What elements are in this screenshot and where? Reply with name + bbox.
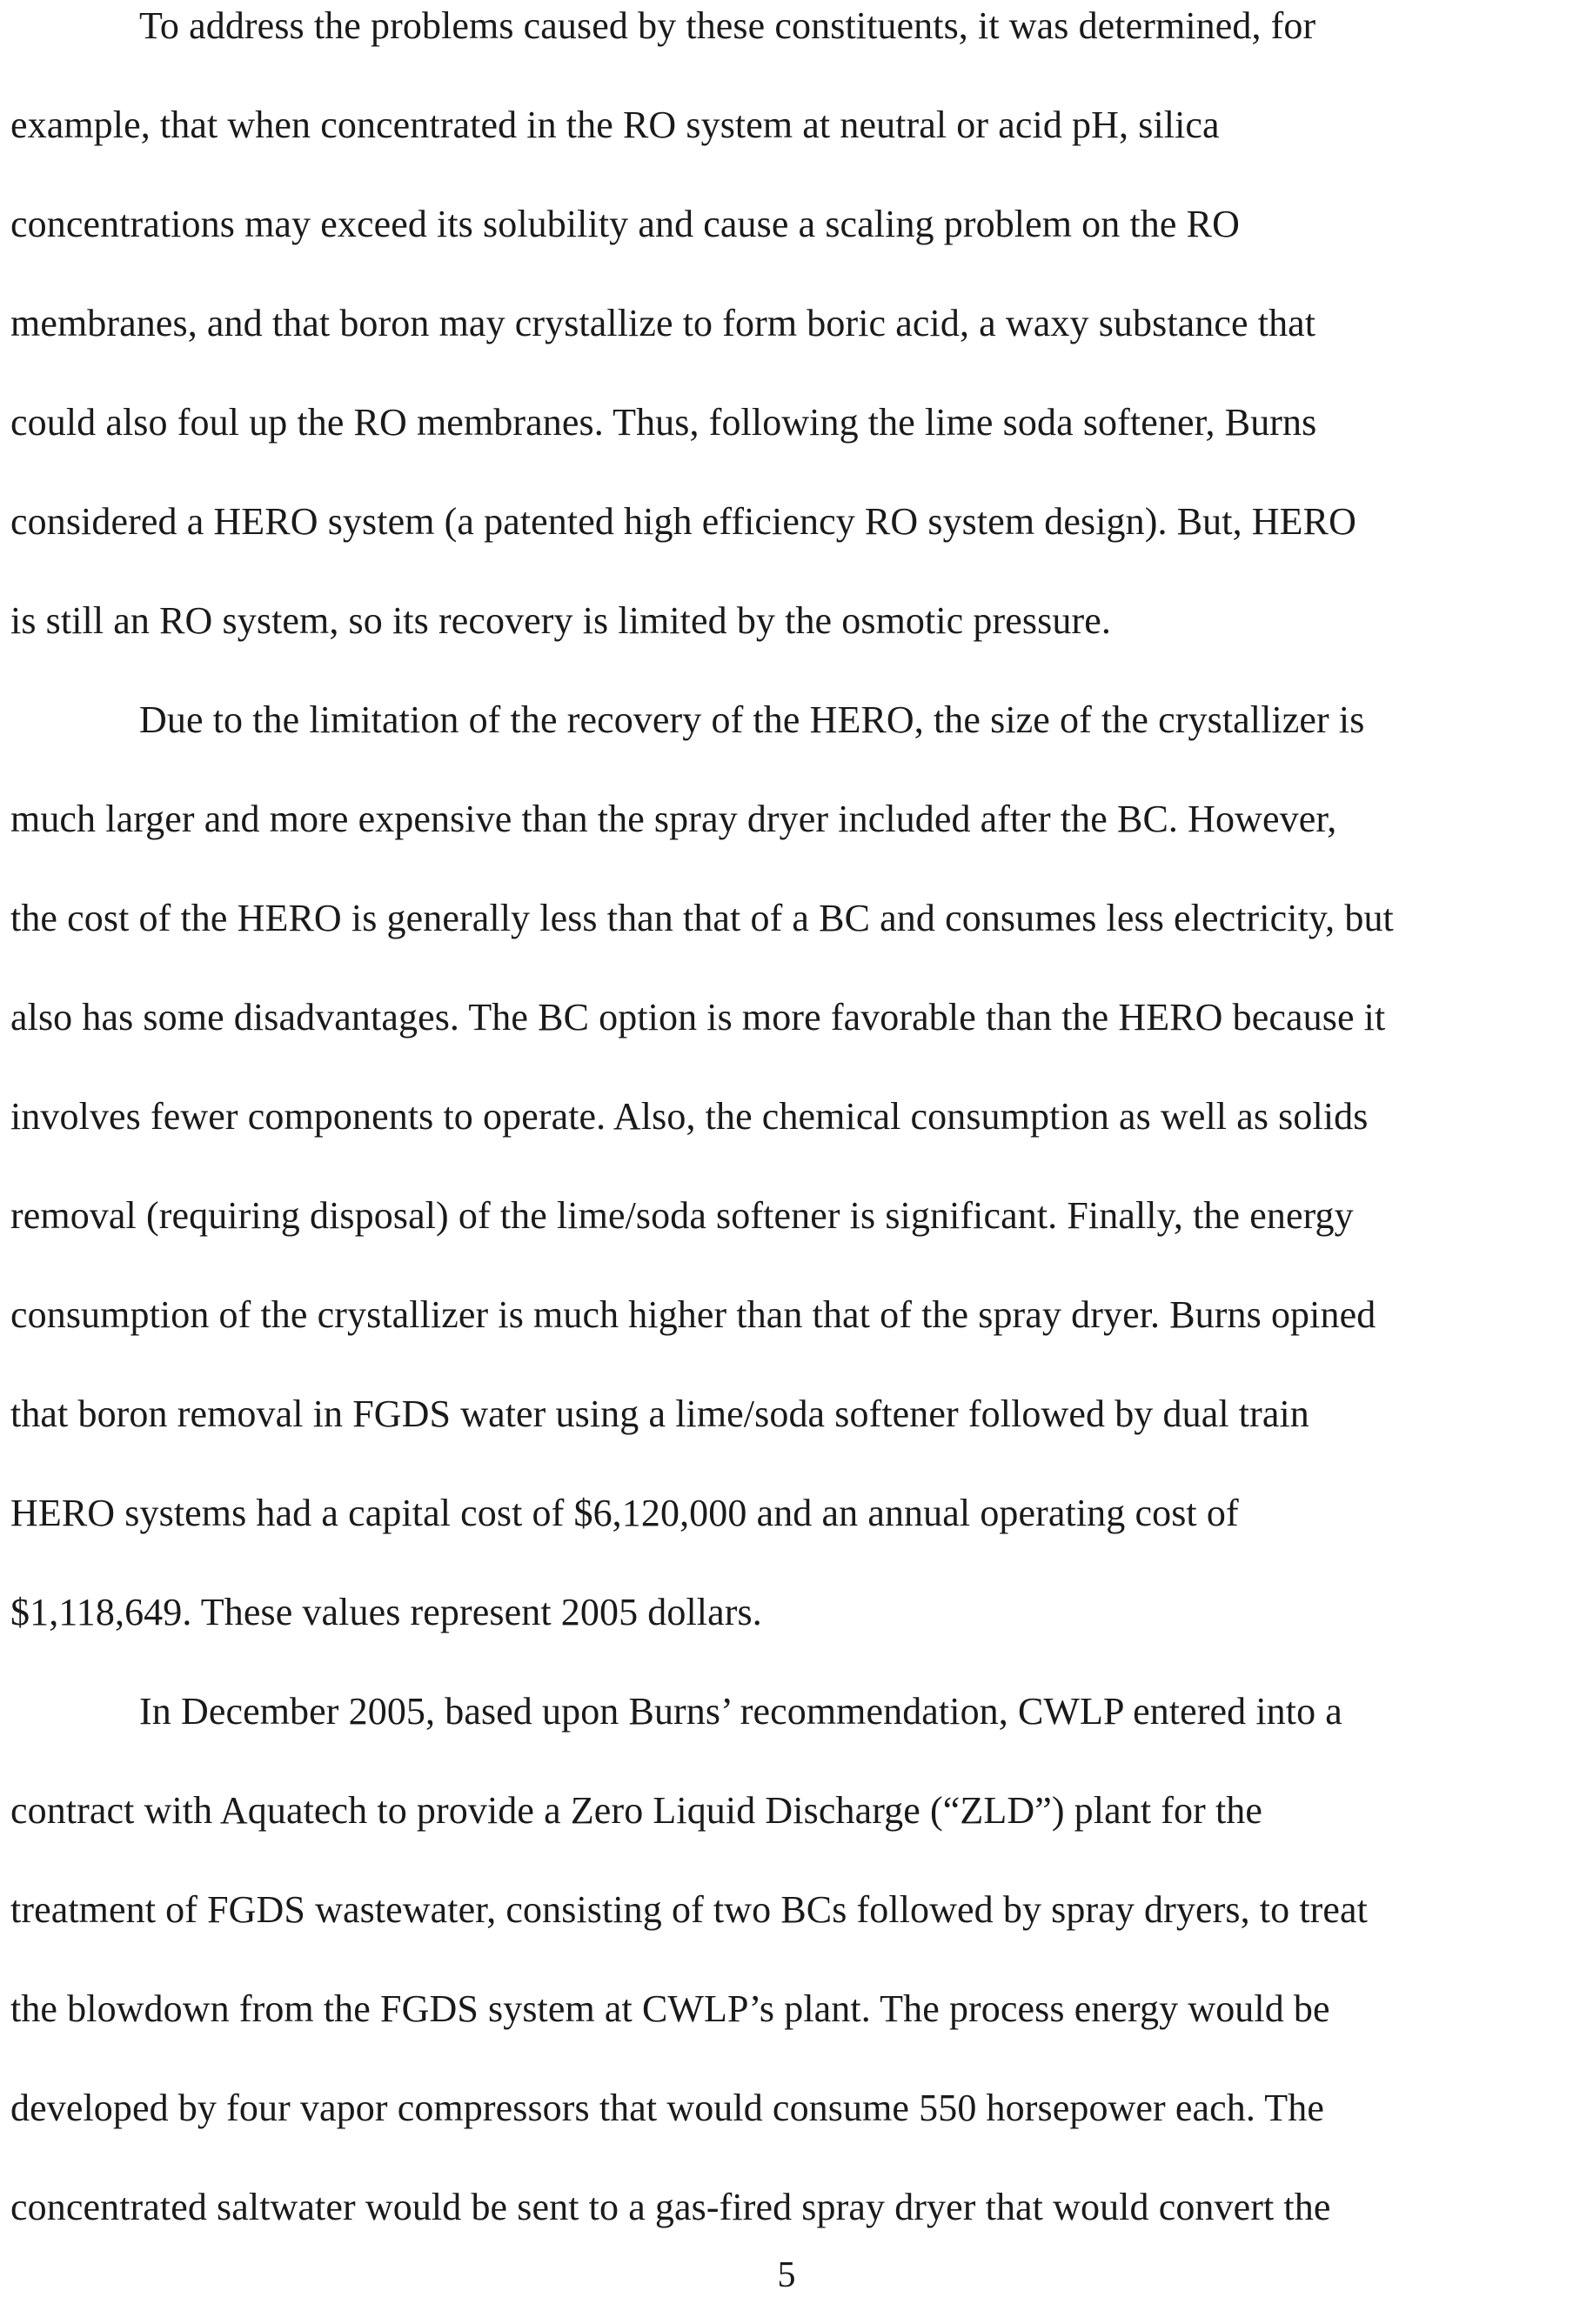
text-line-16: HERO systems had a capital cost of $6,120,000 and an annual operating cost of bbox=[10, 1492, 1239, 1534]
text-line-12: involves fewer components to operate. Also, the chemical consumption as well as solids bbox=[10, 1095, 1369, 1138]
text-line-11: also has some disadvantages. The BC option is more favorable than the HERO because it bbox=[10, 996, 1386, 1038]
text-line-22: developed by four vapor compressors that would consume 550 horsepower each. The bbox=[10, 2087, 1325, 2129]
text-line-8: Due to the limitation of the recovery of the HERO, the size of the crystallizer is bbox=[139, 698, 1365, 741]
text-line-21: the blowdown from the FGDS system at CWLP’s plant. The process energy would be bbox=[10, 1987, 1330, 2030]
text-line-17: $1,118,649. These values represent 2005 dollars. bbox=[10, 1591, 762, 1633]
text-line-3: concentrations may exceed its solubility and cause a scaling problem on the RO bbox=[10, 203, 1240, 245]
text-line-14: consumption of the crystallizer is much higher than that of the spray dryer. Burns opined bbox=[10, 1293, 1376, 1336]
text-line-1: To address the problems caused by these constituents, it was determined, for bbox=[139, 4, 1316, 47]
text-line-19: contract with Aquatech to provide a Zero Liquid Discharge (“ZLD”) plant for the bbox=[10, 1789, 1263, 1832]
text-line-9: much larger and more expensive than the spray dryer included after the BC. However, bbox=[10, 798, 1337, 840]
text-line-15: that boron removal in FGDS water using a lime/soda softener followed by dual train bbox=[10, 1392, 1309, 1435]
text-line-20: treatment of FGDS wastewater, consisting of two BCs followed by spray dryers, to treat bbox=[10, 1888, 1368, 1931]
text-line-5: could also foul up the RO membranes. Thus, following the lime soda softener, Burns bbox=[10, 401, 1317, 444]
text-line-18: In December 2005, based upon Burns’ recommendation, CWLP entered into a bbox=[139, 1690, 1342, 1733]
text-line-7: is still an RO system, so its recovery is limited by the osmotic pressure. bbox=[10, 599, 1111, 642]
text-line-6: considered a HERO system (a patented high efficiency RO system design). But, HERO bbox=[10, 500, 1356, 543]
text-line-13: removal (requiring disposal) of the lime/soda softener is significant. Finally, the energy bbox=[10, 1194, 1354, 1237]
text-line-4: membranes, and that boron may crystallize to form boric acid, a waxy substance that bbox=[10, 302, 1316, 344]
text-line-10: the cost of the HERO is generally less than that of a BC and consumes less electricity, but bbox=[10, 897, 1394, 939]
text-line-2: example, that when concentrated in the RO system at neutral or acid pH, silica bbox=[10, 104, 1220, 146]
page-number: 5 bbox=[777, 2255, 796, 2295]
text-line-23: concentrated saltwater would be sent to a gas-fired spray dryer that would convert the bbox=[10, 2186, 1331, 2228]
